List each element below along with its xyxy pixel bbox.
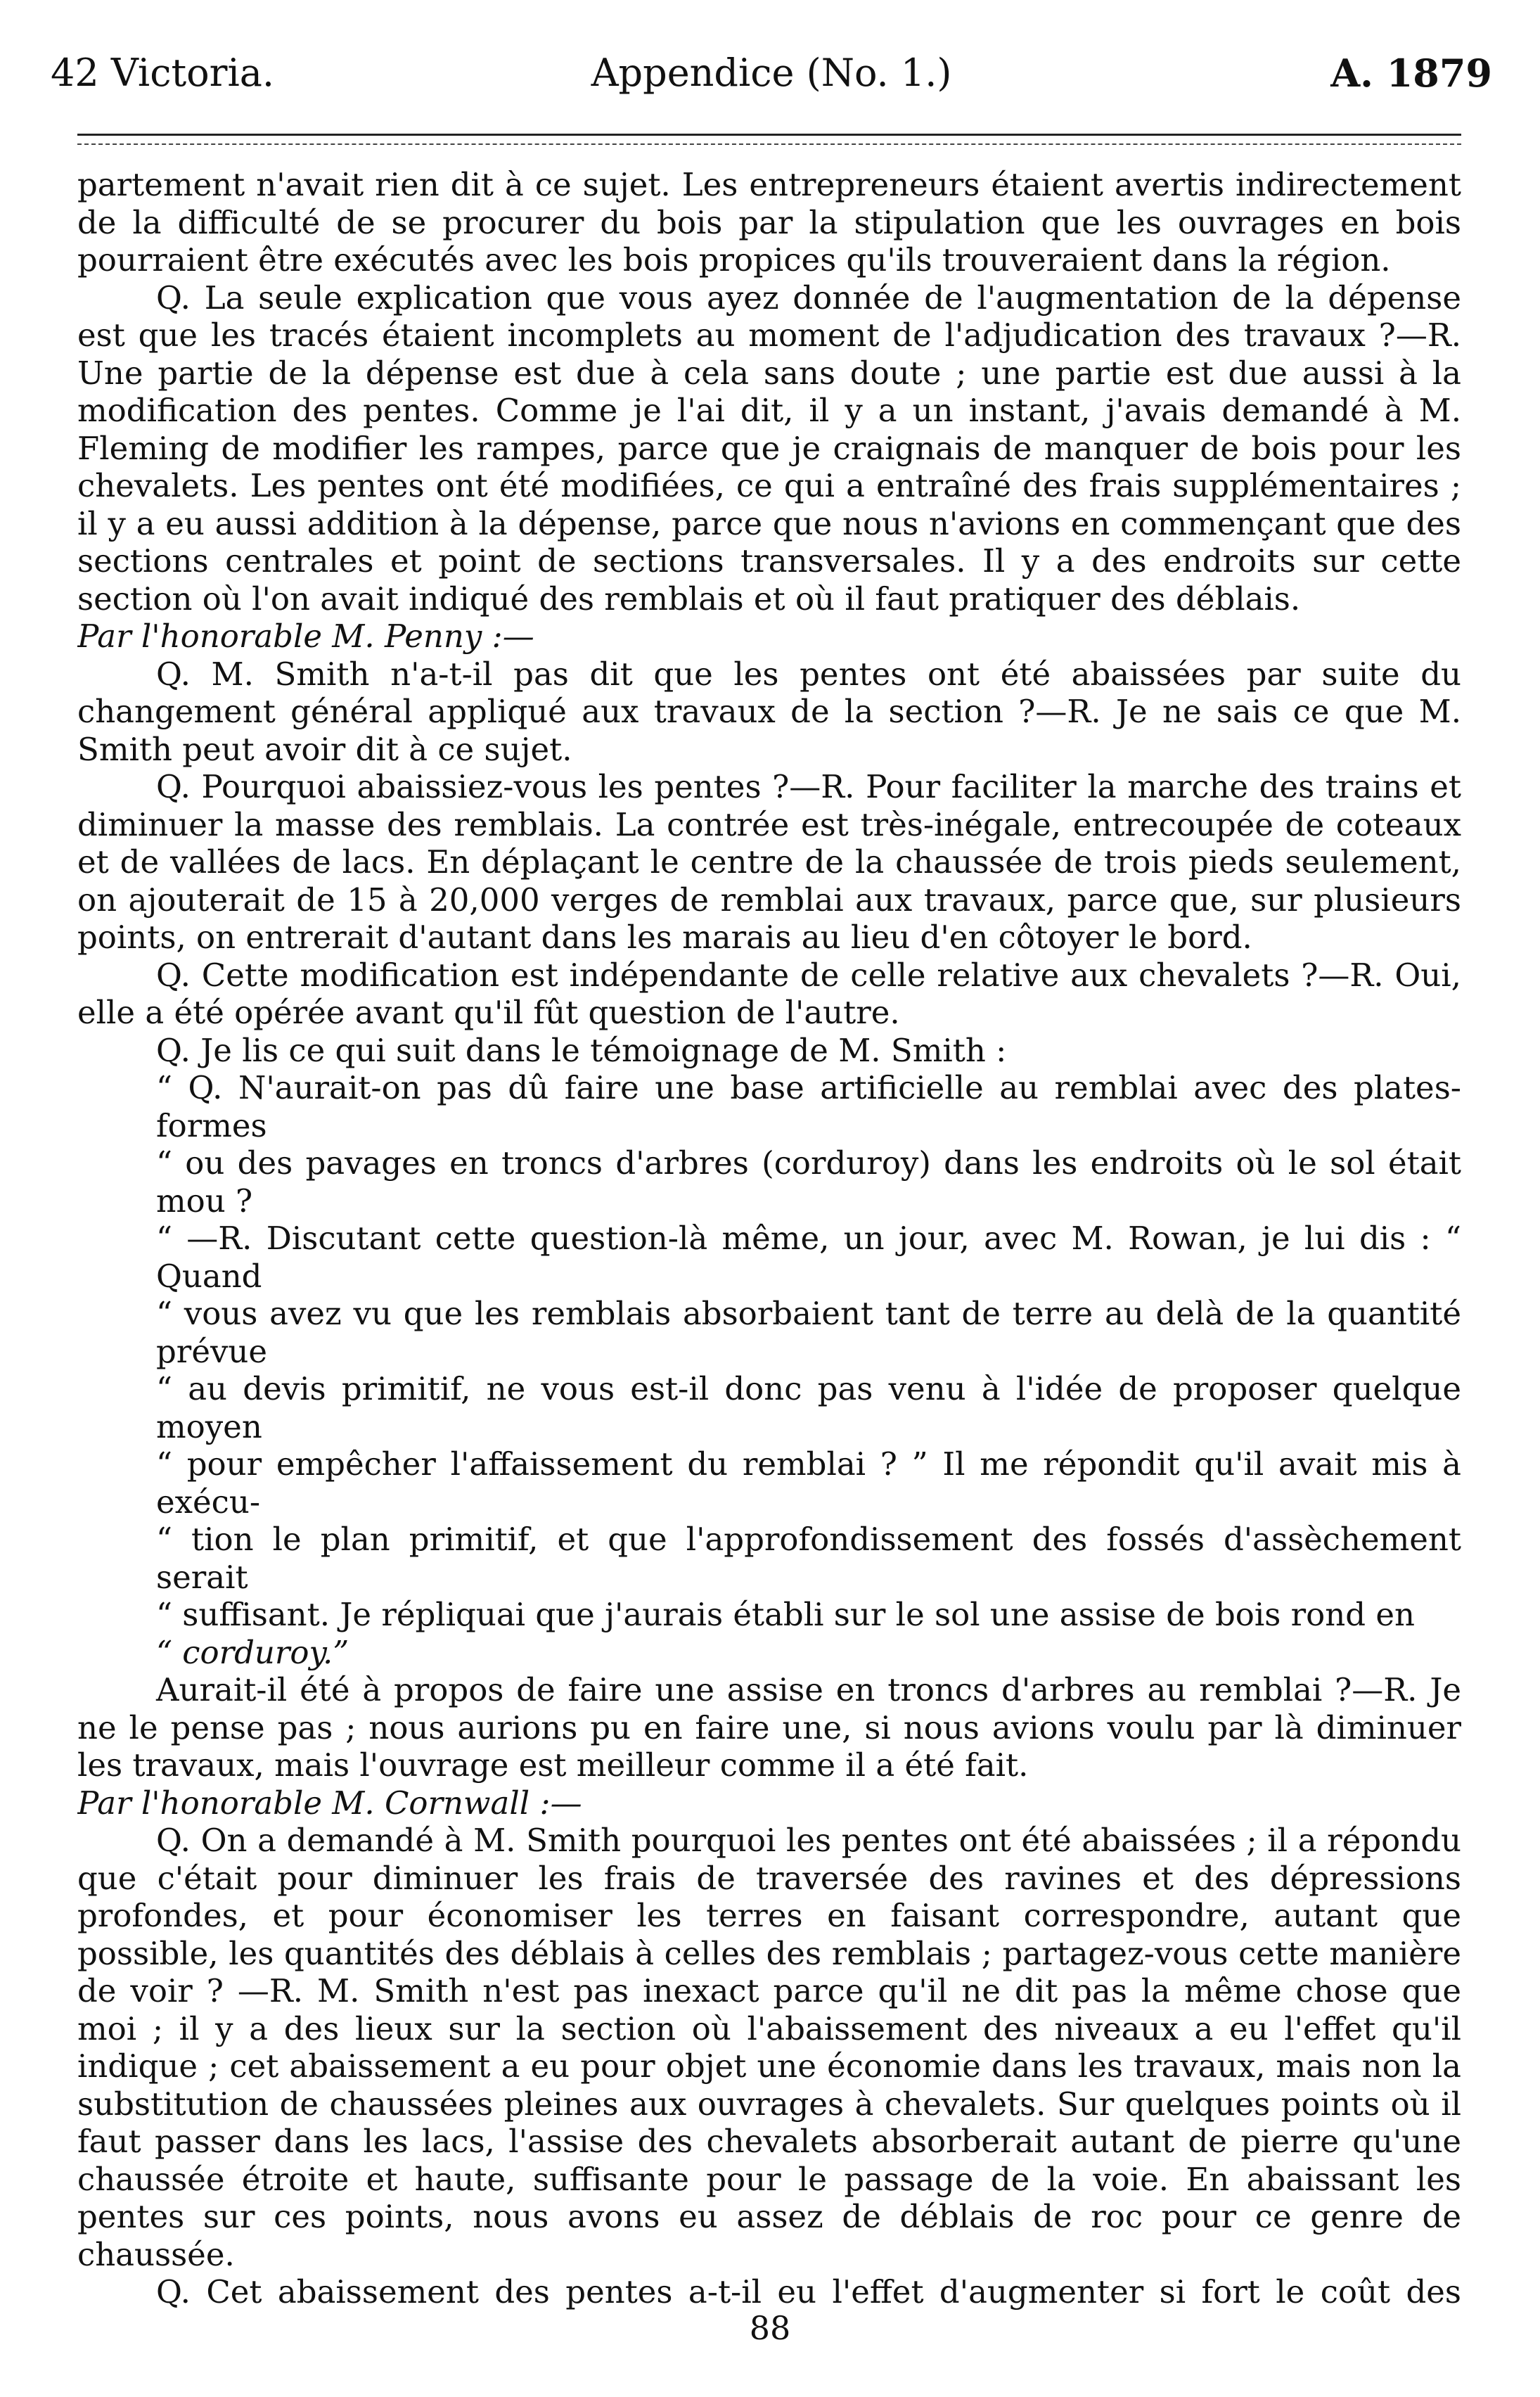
- header-rule-dashed: [77, 143, 1461, 145]
- header-rule: [77, 134, 1461, 136]
- page-number: 88: [749, 2309, 791, 2347]
- qa-paragraph: Q. On a demandé à M. Smith pourquoi les pentes ont été abaissées ; il a répondu que c'était pour diminuer les frais de traversée des ravines et des dépressions profondes, et pour économiser les terres en faisant correspondre, autant que possible, les quantités des déblais à celles des remblais ; partagez-vous cette manière de voir ? —R. M. Smith n'est pas inexact parce qu'il ne dit pas la même chose que moi ; il y a des lieux sur la section où l'abaissement des niveaux a eu l'effet qu'il indique ; cet abaissement a eu pour objet une économie dans les travaux, mais non la substitution de chaussées pleines aux ouvrages à chevalets. Sur quelques points où il faut passer dans les lacs, l'assise des chevalets absorberait autant de pierre qu'une chaussée étroite et haute, suffisante pour le passage de la voie. En abaissant les pentes sur ces points, nous avons eu assez de déblais de roc pour ce genre de chaussée.: [77, 1822, 1461, 2273]
- speaker-heading: Par l'honorable M. Cornwall :—: [77, 1784, 582, 1822]
- header-session: 42 Victoria.: [51, 51, 275, 95]
- qa-paragraph: Aurait-il été à propos de faire une assise en troncs d'arbres au remblai ?—R. Je ne le pense pas ; nous aurions pu en faire une, si nous avions voulu par là diminuer les travaux, mais l'ouvrage est meilleur comme il a été fait.: [77, 1671, 1461, 1784]
- quoted-testimony: [77, 1069, 1461, 1671]
- qa-paragraph: Q. M. Smith n'a-t-il pas dit que les pentes ont été abaissées par suite du changement général appliqué aux travaux de la section ?—R. Je ne sais ce que M. Smith peut avoir dit à ce sujet.: [77, 655, 1461, 768]
- quote-line: “ au devis primitif, ne vous est-il donc pas venu à l'idée de proposer quelque moyen: [156, 1370, 1461, 1445]
- quote-line: “ Q. N'aurait-on pas dû faire une base artificielle au remblai avec des plates-formes: [156, 1069, 1461, 1144]
- quote-line: “ pour empêcher l'affaissement du remblai ? ” Il me répondit qu'il avait mis à exécu-: [156, 1445, 1461, 1521]
- speaker-heading: Par l'honorable M. Penny :—: [77, 618, 534, 655]
- paragraph: partement n'avait rien dit à ce sujet. Les entrepreneurs étaient avertis indirectement de la difficulté de se procurer du bois par la stipulation que les ouvrages en bois pourraient être exécutés avec les bois propices qu'ils trouveraient dans la région.: [77, 166, 1461, 279]
- page-body: [77, 166, 1461, 2311]
- qa-paragraph: Q. Cette modification est indépendante de celle relative aux chevalets ?—R. Oui, elle a été opérée avant qu'il fût question de l'autre.: [77, 956, 1461, 1031]
- qa-paragraph: Q. Pourquoi abaissiez-vous les pentes ?—R. Pour faciliter la marche des trains et diminuer la masse des remblais. La contrée est très-inégale, entrecoupée de coteaux et de vallées de lacs. En déplaçant le centre de la chaussée de trois pieds seulement, on ajouterait de 15 à 20,000 verges de remblai aux travaux, parce que, sur plusieurs points, on entrerait d'autant dans les marais au lieu d'en côtoyer le bord.: [77, 768, 1461, 956]
- quote-line: “ —R. Discutant cette question-là même, un jour, avec M. Rowan, je lui dis : “ Quand: [156, 1220, 1461, 1295]
- quote-line: “ corduroy.”: [156, 1633, 349, 1671]
- running-header: [51, 45, 1492, 101]
- quote-line: “ suffisant. Je répliquai que j'aurais établi sur le sol une assise de bois rond en: [156, 1596, 1415, 1633]
- quote-line: “ ou des pavages en troncs d'arbres (corduroy) dans les endroits où le sol était mou ?: [156, 1144, 1461, 1220]
- header-appendix: Appendice (No. 1.): [591, 51, 952, 95]
- header-year: A. 1879: [1330, 51, 1492, 96]
- qa-paragraph: Q. Je lis ce qui suit dans le témoignage de M. Smith :: [156, 1031, 1007, 1069]
- paragraph: Q. La seule explication que vous ayez donnée de l'augmentation de la dépense est que les tracés étaient incomplets au moment de l'adjudication des travaux ?—R. Une partie de la dépense est due à cela sans doute ; une partie est due aussi à la modification des pentes. Comme je l'ai dit, il y a un instant, j'avais demandé à M. Fleming de modifier les rampes, parce que je craignais de manquer de bois pour les chevalets. Les pentes ont été modifiées, ce qui a entraîné des frais supplémentaires ; il y a eu aussi addition à la dépense, parce que nous n'avions en commençant que des sections centrales et point de sections transversales. Il y a des endroits sur cette section où l'on avait indiqué des remblais et où il faut pratiquer des déblais.: [77, 279, 1461, 618]
- qa-paragraph: Q. Cet abaissement des pentes a-t-il eu l'effet d'augmenter si fort le coût des: [156, 2273, 1461, 2310]
- quote-line: “ vous avez vu que les remblais absorbaient tant de terre au delà de la quantité prévue: [156, 1295, 1461, 1370]
- quote-line: “ tion le plan primitif, et que l'approfondissement des fossés d'assèchement serait: [156, 1521, 1461, 1596]
